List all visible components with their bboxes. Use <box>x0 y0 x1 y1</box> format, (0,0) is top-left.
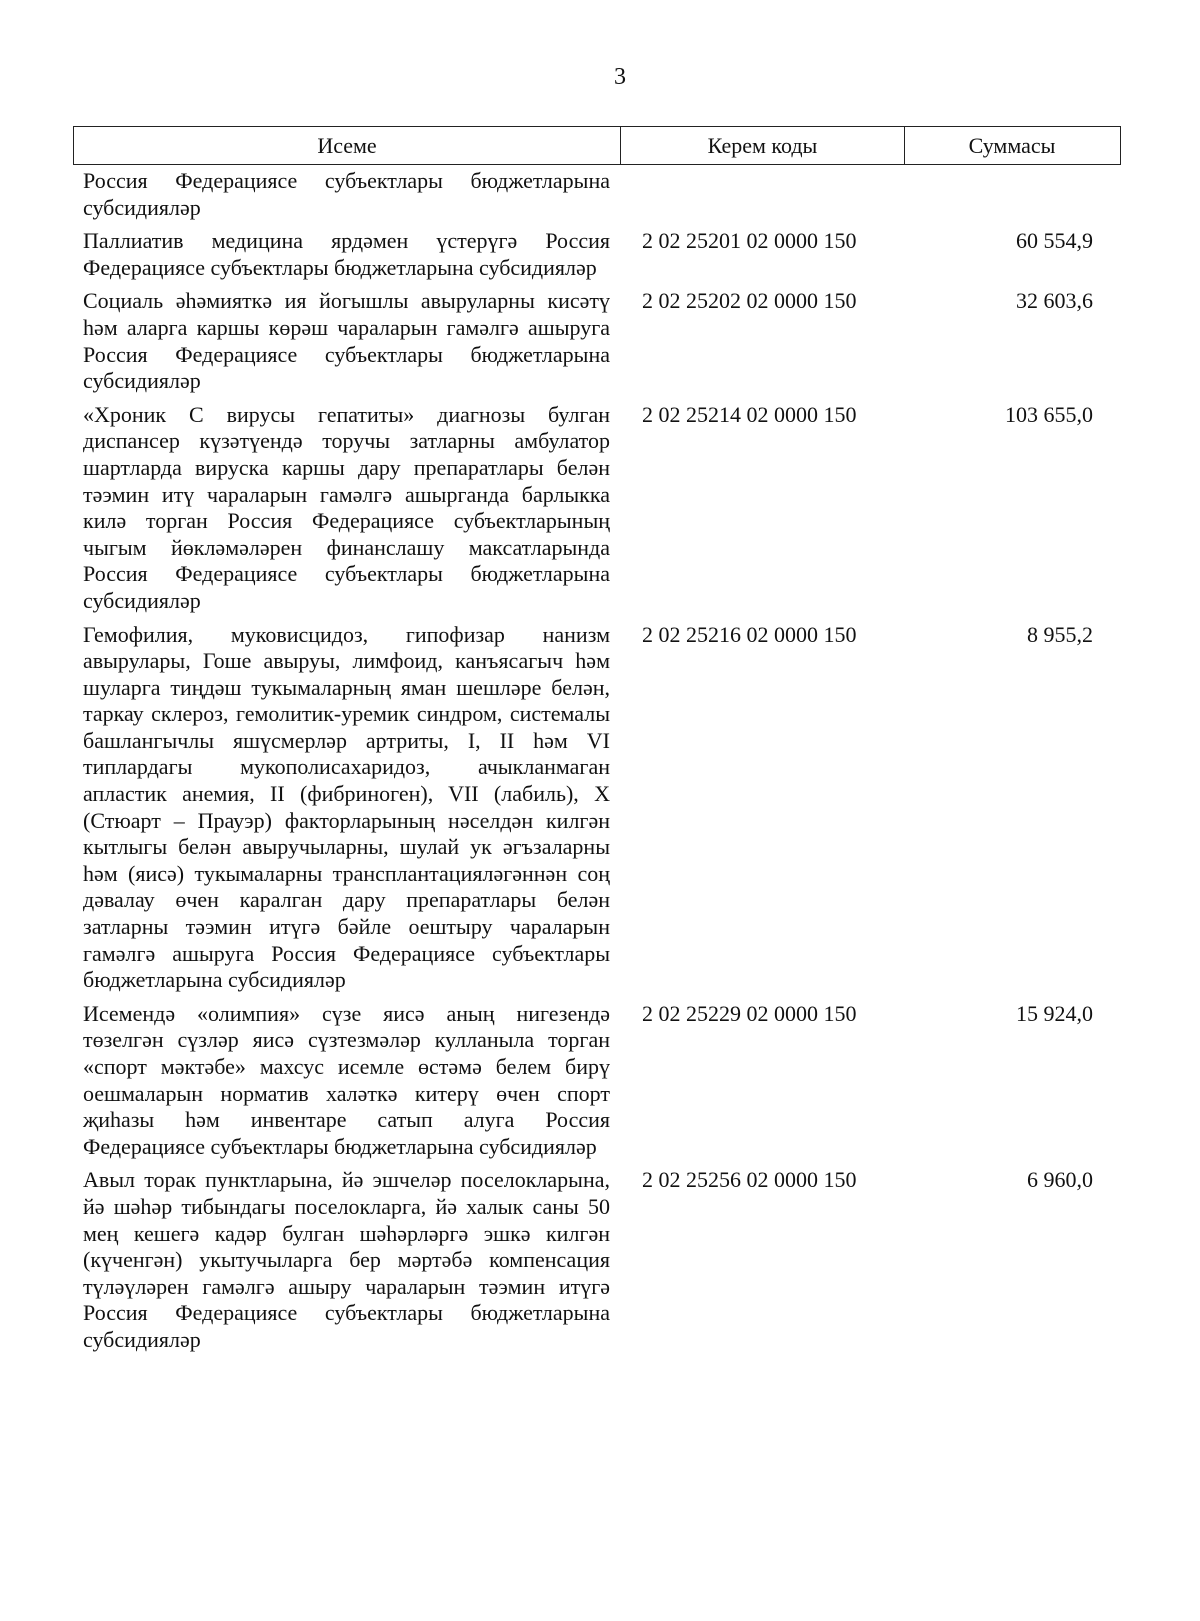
row-code: 2 02 25229 02 0000 150 <box>642 1000 857 1026</box>
table-row <box>83 1001 1113 1161</box>
row-sum <box>870 168 1093 221</box>
row-sum: 103 655,0 <box>1005 401 1093 427</box>
table-row <box>83 622 1113 994</box>
page-number: 3 <box>614 64 626 90</box>
row-name: Социаль әһәмияткә ия йогышлы авыруларны кисәтү һәм аларга каршы көрәш чараларын гамәлгә ашыруга Россия Федерациясе субъектлары бюджетларына субсидияләр <box>83 288 610 394</box>
table-row <box>83 168 1113 221</box>
header-code: Керем коды <box>621 127 905 164</box>
row-code: 2 02 25202 02 0000 150 <box>642 288 857 314</box>
table-body <box>83 168 1113 1361</box>
table-row <box>83 288 1113 394</box>
row-name: Россия Федерациясе субъектлары бюджетларына субсидияләр <box>83 168 610 220</box>
table-row <box>83 228 1113 281</box>
row-code: 2 02 25216 02 0000 150 <box>642 621 857 647</box>
row-sum: 8 955,2 <box>1027 621 1093 647</box>
row-code <box>610 168 870 221</box>
table-header <box>73 126 1121 165</box>
row-sum: 15 924,0 <box>1016 1000 1093 1026</box>
row-sum: 32 603,6 <box>1016 288 1093 314</box>
row-code: 2 02 25256 02 0000 150 <box>642 1167 857 1193</box>
row-name: Авыл торак пунктларына, йә эшчеләр поселокларына, йә шәһәр тибындагы поселокларга, йә халык саны 50 мең кешегә кадәр булган шәһәрләргә эшкә килгән (күченгән) укытучыларга бер мәртәбә компенсация түләүләрен гамәлгә ашыру чараларын тәэмин итүгә Россия Федерациясе субъектлары бюджетларына субсидияләр <box>83 1167 610 1352</box>
row-name: Гемофилия, муковисцидоз, гипофизар нанизм авырулары, Гоше авыруы, лимфоид, канъясагыч һәм шуларга тиңдәш тукымаларның яман шешләре белән, таркау склероз, гемолитик-уремик синдром, системалы башлангычлы яшүсмерләр артриты, I, II һәм VI типлардагы мукополисахаридоз, ачыкланмаган апластик анемия, II (фибриноген), VII (лабиль), X (Стюарт – Прауэр) факторларының нәселдән килгән кытлыгы белән авыручыларны, шулай ук әгъзаларны һәм (яисә) тукымаларны трансплантацияләгәннән соң дәвалау өчен каралган дару препаратлары белән затларны тәэмин итүгә бәйле оештыру чараларын гамәлгә ашыруга Россия Федерациясе субъектлары бюджетларына субсидияләр <box>83 621 610 993</box>
table-row <box>83 1167 1113 1353</box>
row-sum: 60 554,9 <box>1016 228 1093 254</box>
row-code: 2 02 25201 02 0000 150 <box>642 228 857 254</box>
header-sum: Суммасы <box>968 132 1056 158</box>
row-sum: 6 960,0 <box>1027 1167 1093 1193</box>
row-name: «Хроник С вирусы гепатиты» диагнозы булган диспансер күзәтүендә торучы затларны амбулатор шартларда вируска каршы дару препаратлары белән тәэмин итү чараларын гамәлгә ашырганда барлыкка килә торган Россия Федерациясе субъектларының чыгым йөкләмәләрен финанслашу максатларында Россия Федерациясе субъектлары бюджетларына субсидияләр <box>83 401 610 613</box>
header-name: Исеме <box>74 127 621 164</box>
table-row <box>83 402 1113 615</box>
row-name: Паллиатив медицина ярдәмен үстерүгә Россия Федерациясе субъектлары бюджетларына субсидияләр <box>83 228 610 280</box>
row-name: Исемендә «олимпия» сүзе яисә аның нигезендә төзелгән сүзләр яисә сүзтезмәләр кулланыла торган «спорт мәктәбе» махсус исемле өстәмә белем бирү оешмаларын норматив халәткә китерү өчен спорт җиһазы һәм инвентаре сатып алуга Россия Федерациясе субъектлары бюджетларына субсидияләр <box>83 1000 610 1159</box>
row-code: 2 02 25214 02 0000 150 <box>642 401 857 427</box>
